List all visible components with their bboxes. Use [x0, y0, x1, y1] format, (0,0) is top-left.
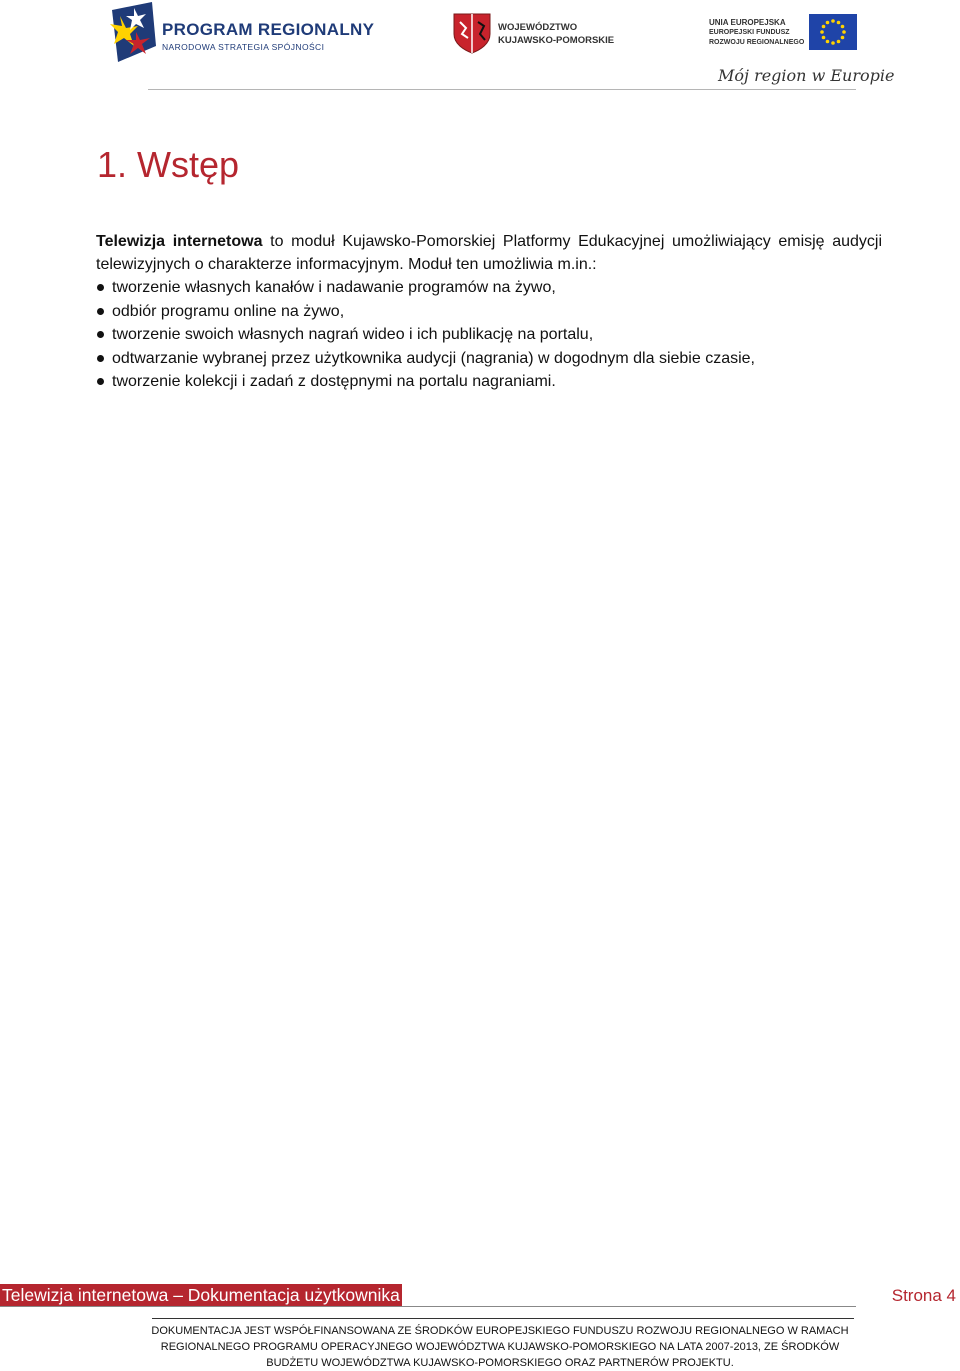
list-item-text: odbiór programu online na żywo, [112, 302, 345, 320]
list-item-text: tworzenie kolekcji i zadań z dostępnymi na portalu nagraniami. [112, 373, 556, 390]
list-item-text: tworzenie swoich własnych nagrań wideo i ich publikację na portalu, [112, 326, 594, 343]
funding-note-line2: REGIONALNEGO PROGRAMU OPERACYJNEGO WOJEWÓDZTWA KUJAWSKO-POMORSKIEGO NA LATA 2007-2013, ZE ŚRODKÓW [160, 1341, 840, 1353]
bullet-icon [97, 331, 104, 338]
coat-of-arms-icon [452, 12, 492, 54]
feature-list [96, 276, 755, 394]
funding-note [140, 1323, 860, 1371]
footnote-divider [152, 1318, 854, 1319]
list-item [96, 300, 755, 324]
eu-flag-icon [809, 14, 857, 50]
program-regionalny-subtitle: NARODOWA STRATEGIA SPÓJNOŚCI [162, 42, 325, 52]
page-footer [0, 1284, 960, 1308]
eu-line3: ROZWOJU REGIONALNEGO [709, 39, 805, 46]
header-divider [148, 89, 856, 90]
eu-line2: EUROPEJSKI FUNDUSZ [709, 29, 790, 36]
slogan: Mój region w Europie [718, 66, 895, 85]
list-item [96, 347, 755, 371]
list-item [96, 276, 755, 300]
wojewodztwo-logo [452, 12, 632, 56]
program-regionalny-emblem-icon [108, 2, 160, 66]
intro-paragraph [96, 230, 882, 276]
intro-text: to moduł Kujawsko-Pomorskiej Platformy Edukacyjnej umożliwiający emisję audycji telewizyjnych o charakterze informacyjnym. Moduł ten umożliwia m.in.: [96, 233, 883, 273]
program-regionalny-title: PROGRAM REGIONALNY [162, 20, 375, 39]
bullet-icon [97, 284, 104, 291]
list-item-text: odtwarzanie wybranej przez użytkownika audycji (nagrania) w dogodnym dla siebie czasie, [112, 349, 755, 367]
page-number: Strona 4 [891, 1286, 956, 1305]
list-item-text: tworzenie własnych kanałów i nadawanie programów na żywo, [112, 279, 556, 296]
intro-term: Telewizja internetowa [96, 233, 263, 250]
eu-line1: UNIA EUROPEJSKA [709, 18, 786, 27]
list-item [96, 323, 755, 347]
funding-note-line1: DOKUMENTACJA JEST WSPÓŁFINANSOWANA ZE ŚRODKÓW EUROPEJSKIEGO FUNDUSZU ROZWOJU REGIONALNEGO W RAMACH [151, 1325, 849, 1337]
program-regionalny-logo [108, 2, 375, 66]
bullet-icon [97, 308, 104, 315]
section-heading: 1. Wstęp [97, 144, 240, 185]
funding-note-line3: BUDŻETU WOJEWÓDZTWA KUJAWSKO-POMORSKIEGO ORAZ PARTNERÓW PROJEKTU. [266, 1357, 734, 1369]
wojewodztwo-line2: KUJAWSKO-POMORSKIE [498, 35, 615, 46]
wojewodztwo-line1: WOJEWÓDZTWO [498, 22, 578, 33]
bullet-icon [97, 378, 104, 385]
header-logos [0, 0, 960, 100]
footer-divider [0, 1306, 856, 1307]
list-item [96, 370, 755, 394]
bullet-icon [97, 355, 104, 362]
footer-doc-title: Telewizja internetowa – Dokumentacja użytkownika [2, 1285, 400, 1305]
eu-logo [705, 14, 865, 56]
